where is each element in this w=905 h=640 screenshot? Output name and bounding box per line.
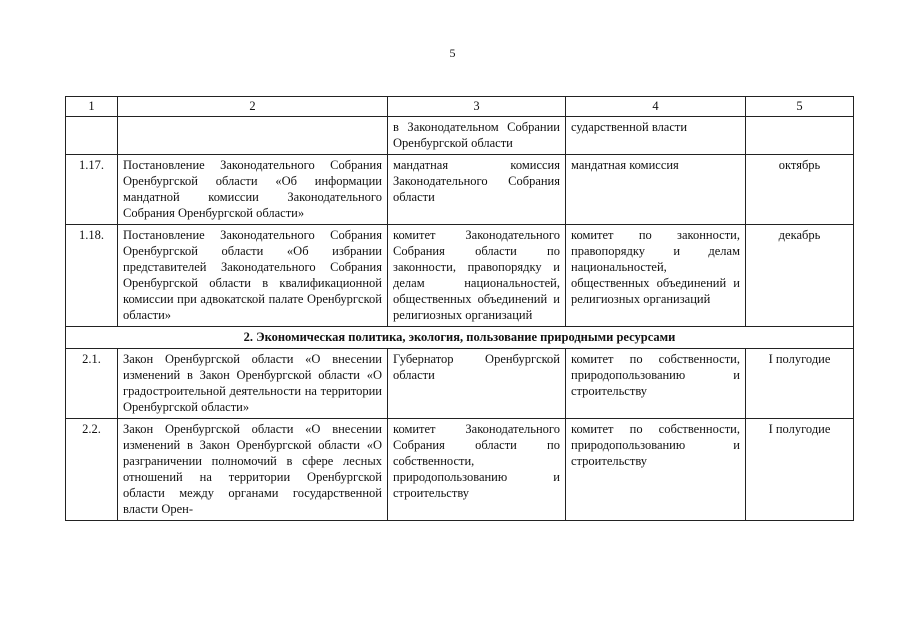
row-title bbox=[118, 117, 388, 155]
row-responsible: комитет по собственности, природопользованию и строительству bbox=[566, 349, 746, 419]
section-heading: 2. Экономическая политика, экология, пользование природными ресурсами bbox=[66, 327, 854, 349]
table-row bbox=[66, 225, 854, 327]
row-title: Закон Оренбургской области «О внесении изменений в Закон Оренбургской области «О разграничении полномочий в сфере лесных отношений на территории Оренбургской области между органами государственной власти Орен- bbox=[118, 419, 388, 521]
row-responsible: комитет по законности, правопорядку и делам национальностей, общественных объединений и религиозных организаций bbox=[566, 225, 746, 327]
row-number: 2.2. bbox=[66, 419, 118, 521]
row-title: Закон Оренбургской области «О внесении изменений в Закон Оренбургской области «О градостроительной деятельности на территории Оренбургской области» bbox=[118, 349, 388, 419]
row-prepares: комитет Законодательного Собрания области по собственности, природопользованию и строительству bbox=[388, 419, 566, 521]
row-term bbox=[746, 117, 854, 155]
column-header: 4 bbox=[566, 97, 746, 117]
row-title: Постановление Законодательного Собрания Оренбургской области «Об избрании представителей Законодательного Собрания Оренбургской области в квалификационной комиссии при адвокатской палате Оренбургской области» bbox=[118, 225, 388, 327]
section-heading-row bbox=[66, 327, 854, 349]
page-number: 5 bbox=[449, 46, 456, 60]
column-header: 1 bbox=[66, 97, 118, 117]
table-row bbox=[66, 419, 854, 521]
column-header: 2 bbox=[118, 97, 388, 117]
row-number: 2.1. bbox=[66, 349, 118, 419]
row-prepares: Губернатор Оренбургской области bbox=[388, 349, 566, 419]
row-responsible: комитет по собственности, природопользованию и строительству bbox=[566, 419, 746, 521]
column-header: 5 bbox=[746, 97, 854, 117]
row-number: 1.17. bbox=[66, 155, 118, 225]
table-row bbox=[66, 349, 854, 419]
row-number bbox=[66, 117, 118, 155]
table-row bbox=[66, 155, 854, 225]
row-title: Постановление Законодательного Собрания Оренбургской области «Об информации мандатной комиссии Законодательного Собрания Оренбургской области» bbox=[118, 155, 388, 225]
row-term: октябрь bbox=[746, 155, 854, 225]
row-prepares: мандатная комиссия Законодательного Собрания области bbox=[388, 155, 566, 225]
row-term: I полугодие bbox=[746, 349, 854, 419]
row-prepares: в Законодательном Собрании Оренбургской области bbox=[388, 117, 566, 155]
plan-table bbox=[65, 96, 854, 521]
row-number: 1.18. bbox=[66, 225, 118, 327]
column-header: 3 bbox=[388, 97, 566, 117]
table-row bbox=[66, 117, 854, 155]
row-term: декабрь bbox=[746, 225, 854, 327]
row-prepares: комитет Законодательного Собрания области по законности, правопорядку и делам национальностей, общественных объединений и религиозных организаций bbox=[388, 225, 566, 327]
header-row bbox=[66, 97, 854, 117]
row-term: I полугодие bbox=[746, 419, 854, 521]
row-responsible: сударственной власти bbox=[566, 117, 746, 155]
row-responsible: мандатная комиссия bbox=[566, 155, 746, 225]
